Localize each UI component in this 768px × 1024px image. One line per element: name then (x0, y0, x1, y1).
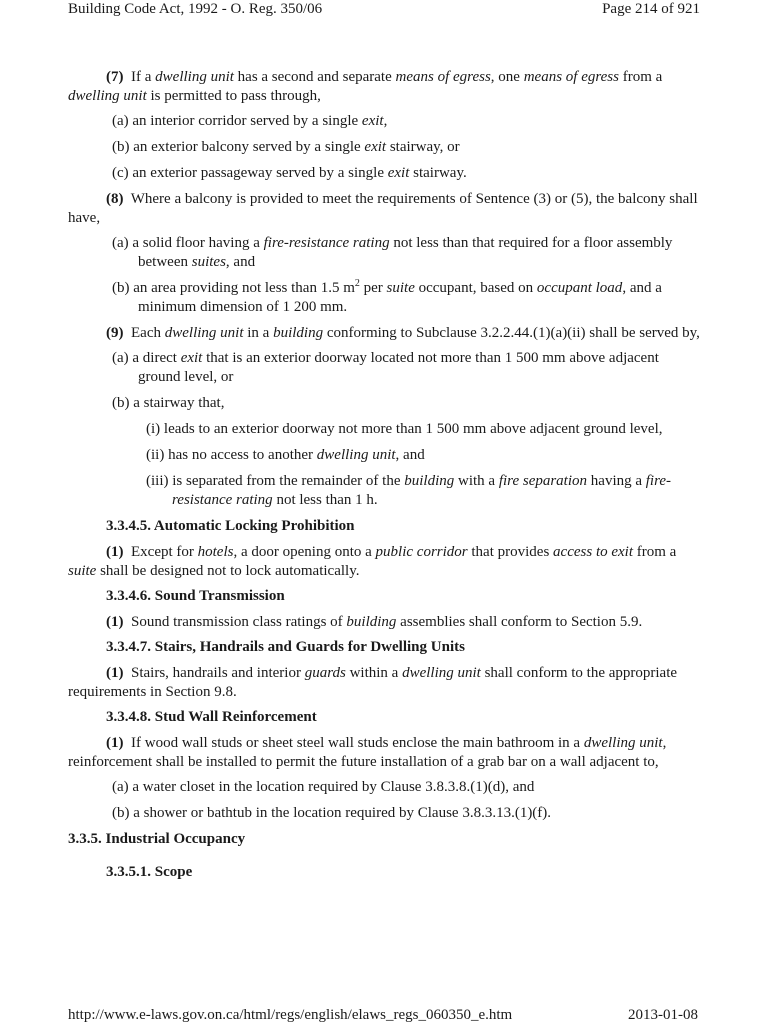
text: in a (243, 325, 274, 341)
defined-term: means of egress (523, 69, 619, 85)
text: stairway. (409, 165, 467, 181)
text: , reinforcement shall be installed to permit the future installation of a grab bar on a wall adjacent to, (68, 735, 667, 770)
text: Sound transmission class ratings of (131, 614, 347, 630)
text: Except for (131, 544, 198, 560)
page-header (68, 0, 700, 22)
defined-term: building (404, 473, 455, 489)
defined-term: suites (191, 254, 226, 270)
text: , and (395, 447, 425, 463)
sentence-number: (1) (106, 665, 124, 681)
sentence-3346-1 (68, 613, 700, 632)
section-heading-3347: 3.3.4.7. Stairs, Handrails and Guards for Dwelling Units (106, 639, 465, 655)
text: , and a minimum dimension of 1 200 mm. (138, 280, 662, 315)
defined-term: hotels (197, 544, 234, 560)
page-number: Page 214 of 921 (602, 1, 700, 17)
defined-term: public corridor (375, 544, 468, 560)
text: that provides (467, 544, 554, 560)
text: Stairs, handrails and interior (131, 665, 305, 681)
text: , one (490, 69, 524, 85)
text: (ii) has no access to another (146, 447, 317, 463)
source-url: http://www.e-laws.gov.on.ca/html/regs/english/elaws_regs_060350_e.htm (68, 1007, 513, 1023)
text: (b) an exterior balcony served by a single (112, 139, 365, 155)
text: If a (131, 69, 156, 85)
text: conforming to Subclause 3.2.2.44.(1)(a)(ii) shall be served by, (323, 325, 700, 341)
page-footer (68, 1002, 698, 1024)
text: not less than that required for a floor assembly between (138, 235, 673, 270)
defined-term: fire-resistance rating (172, 473, 672, 508)
text: with a (454, 473, 499, 489)
subclause-9b-ii (68, 446, 700, 465)
superscript: 2 (354, 278, 360, 289)
text: (b) a shower or bathtub in the location required by Clause 3.8.3.13.(1)(f). (112, 805, 552, 821)
defined-term: building (273, 325, 324, 341)
text: , and (225, 254, 256, 270)
sentence-3347-1 (68, 664, 700, 702)
text: (i) leads to an exterior doorway not more than 1 500 mm above adjacent ground level, (146, 421, 663, 437)
section-heading-3348: 3.3.4.8. Stud Wall Reinforcement (106, 709, 317, 725)
text: has a second and separate (233, 69, 396, 85)
text: that is an exterior doorway located not more than 1 500 mm above adjacent ground level, or (138, 350, 659, 385)
clause-7a (68, 112, 700, 131)
sentence-number: (1) (106, 735, 124, 751)
text: from a (633, 544, 677, 560)
defined-term: exit (361, 113, 384, 129)
defined-term: suite (68, 563, 97, 579)
clause-9a (68, 349, 700, 387)
defined-term: dwelling unit (402, 665, 481, 681)
clause-9b (68, 394, 700, 413)
text: (c) an exterior passageway served by a single (112, 165, 388, 181)
defined-term: exit (180, 350, 203, 366)
text: per (359, 280, 387, 296)
clause-8a (68, 234, 700, 272)
text: , a door opening onto a (233, 544, 376, 560)
clause-7b (68, 138, 700, 157)
sentence-number: (7) (106, 69, 124, 85)
text: Each (131, 325, 165, 341)
section-heading-3346: 3.3.4.6. Sound Transmission (106, 588, 285, 604)
subclause-9b-i (68, 420, 700, 439)
text: not less than 1 h. (272, 492, 378, 508)
sentence-7 (68, 68, 700, 106)
text: stairway, or (386, 139, 460, 155)
text: (iii) is separated from the remainder of the (146, 473, 405, 489)
defined-term: building (346, 614, 397, 630)
text: (a) an interior corridor served by a single (112, 113, 362, 129)
text: If wood wall studs or sheet steel wall studs enclose the main bathroom in a (131, 735, 584, 751)
subclause-9b-iii (68, 472, 700, 510)
defined-term: guards (304, 665, 346, 681)
section-heading-3351: 3.3.5.1. Scope (106, 864, 193, 880)
text: (a) a solid floor having a (112, 235, 264, 251)
text: is permitted to pass through, (146, 88, 321, 104)
text: having a (587, 473, 646, 489)
defined-term: dwelling unit (155, 69, 234, 85)
print-date: 2013-01-08 (628, 1007, 698, 1023)
clause-3348-a (68, 778, 700, 797)
defined-term: dwelling unit (68, 88, 147, 104)
defined-term: exit (364, 139, 387, 155)
text: , (383, 113, 388, 129)
defined-term: dwelling unit (583, 735, 663, 751)
text: within a (345, 665, 403, 681)
clause-7c (68, 164, 700, 183)
text: (a) a direct (112, 350, 181, 366)
clause-8b (68, 279, 700, 317)
defined-term: occupant load (536, 280, 623, 296)
defined-term: dwelling unit (316, 447, 396, 463)
text: occupant, based on (414, 280, 537, 296)
defined-term: access to exit (553, 544, 634, 560)
defined-term: fire-resistance rating (263, 235, 390, 251)
sentence-number: (1) (106, 544, 124, 560)
sentence-number: (9) (106, 325, 124, 341)
text: Where a balcony is provided to meet the requirements of Sentence (3) or (5), the balcony shall have, (68, 191, 698, 226)
clause-3348-b (68, 804, 700, 823)
section-heading-335: 3.3.5. Industrial Occupancy (68, 831, 246, 847)
document-title: Building Code Act, 1992 - O. Reg. 350/06 (68, 1, 323, 17)
text: shall be designed not to lock automatically. (96, 563, 360, 579)
section-heading-3345: 3.3.4.5. Automatic Locking Prohibition (106, 518, 355, 534)
sentence-3345-1 (68, 543, 700, 581)
text: (a) a water closet in the location required by Clause 3.8.3.8.(1)(d), and (112, 779, 535, 795)
defined-term: fire separation (498, 473, 588, 489)
sentence-9 (68, 324, 700, 343)
text: assemblies shall conform to Section 5.9. (396, 614, 643, 630)
text: (b) an area providing not less than 1.5 m (112, 280, 355, 296)
sentence-3348-1 (68, 734, 700, 772)
defined-term: exit (387, 165, 410, 181)
defined-term: dwelling unit (164, 325, 244, 341)
defined-term: suite (386, 280, 415, 296)
sentence-number: (8) (106, 191, 124, 207)
document-body (68, 68, 700, 889)
text: shall conform to the appropriate requirements in Section 9.8. (68, 665, 678, 700)
defined-term: means of egress (395, 69, 491, 85)
text: (b) a stairway that, (112, 395, 225, 411)
sentence-8 (68, 190, 700, 228)
text: from a (619, 69, 663, 85)
sentence-number: (1) (106, 614, 124, 630)
